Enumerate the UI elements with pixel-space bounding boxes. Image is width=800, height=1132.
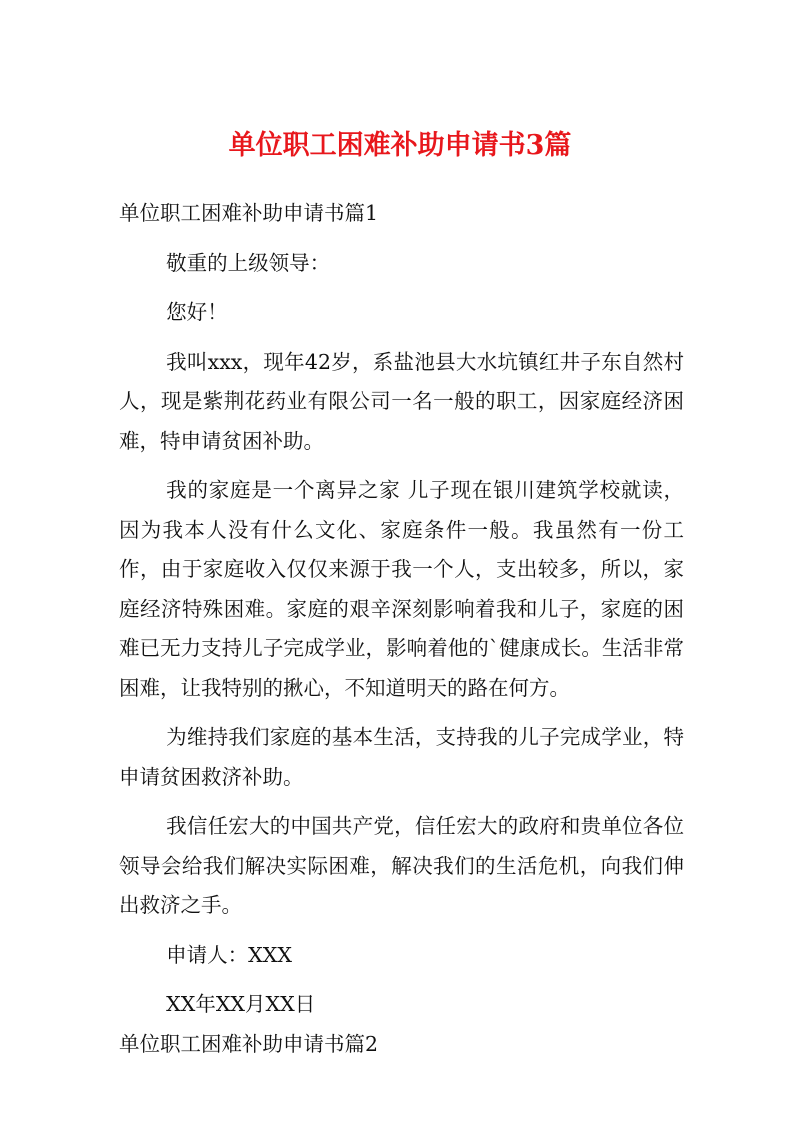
document-title: 单位职工困难补助申请书3篇 [228,130,572,161]
date-line: XX年XX月XX日 [166,992,316,1016]
paragraph: 我叫xxx，现年42岁，系盐池县大水坑镇红井子东自然村人，现是紫荆花药业有限公司一名一般的职工，因家庭经济困难，特申请贫困补助。 [119,349,684,453]
paragraph: 为维持我们家庭的基本生活，支持我的儿子完成学业，特申请贫困救济补助。 [119,725,684,789]
section-heading-2: 单位职工困难补助申请书篇2 [119,1031,379,1056]
document-body [119,194,684,1064]
applicant-line: 申请人：XXX [166,942,292,967]
section-heading-1: 单位职工困难补助申请书篇1 [119,201,379,225]
greeting: 您好！ [166,300,228,324]
paragraph: 我信任宏大的中国共产党，信任宏大的政府和贵单位各位领导会给我们解决实际困难，解决我们的生活危机，向我们伸出救济之手。 [119,814,684,917]
paragraph: 我的家庭是一个离异之家 儿子现在银川建筑学校就读，因为我本人没有什么文化、家庭条件一般。我虽然有一份工作，由于家庭收入仅仅来源于我一个人，支出较多，所以，家庭经济特殊困难。家庭的艰辛深刻影响着我和儿子，家庭的困难已无力支持儿子完成学业，影响着他的`健康成长。生活非常困难，让我特别的揪心，不知道明天的路在何方。 [119,478,684,700]
salutation: 敬重的上级领导： [166,250,331,275]
